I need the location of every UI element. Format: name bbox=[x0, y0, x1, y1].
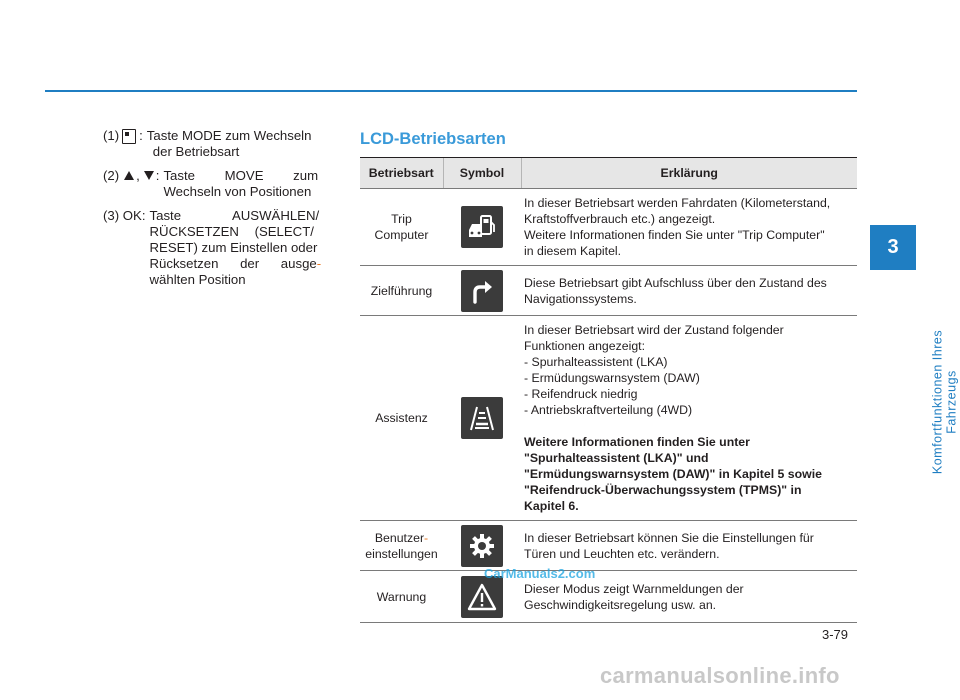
fuel-pump-car-icon bbox=[461, 206, 503, 248]
button-legend-list bbox=[103, 128, 343, 296]
lane-assist-icon bbox=[461, 397, 503, 439]
legend-item-mode: (1) : Taste MODE zum Wechseln der Betriebsart bbox=[103, 128, 343, 160]
triangle-down-icon bbox=[144, 171, 154, 180]
header-mode: Betriebsart bbox=[360, 158, 443, 189]
header-symbol: Symbol bbox=[443, 158, 521, 189]
chapter-title-vertical: Komfortfunktionen Ihres Fahrzeugs bbox=[930, 329, 959, 475]
legend-item-ok: (3) OK: Taste AUSWÄHLEN/ RÜCKSETZEN (SELECT/ RESET) zum Einstellen oder Rücksetzen der ausge- wählten Position bbox=[103, 208, 322, 287]
symbol-cell bbox=[443, 266, 521, 316]
section-title: LCD-Betriebsarten bbox=[360, 130, 506, 148]
symbol-cell bbox=[443, 316, 521, 521]
phone-icon bbox=[122, 129, 136, 144]
description-cell: Diese Betriebsart gibt Aufschluss über den Zustand des Navigationssystems. bbox=[521, 266, 857, 316]
watermark-carmanuals2: CarManuals2.com bbox=[484, 566, 596, 581]
lcd-modes-table bbox=[360, 157, 857, 623]
description-cell: Dieser Modus zeigt Warnmeldungen der Geschwindigkeitsregelung usw. an. bbox=[521, 571, 857, 623]
turn-right-arrow-icon bbox=[461, 270, 503, 312]
mode-cell: Zielführung bbox=[360, 266, 443, 316]
legend-item-move: (2) , : Taste MOVE zum Wechseln von Positionen bbox=[103, 168, 343, 200]
legend-number: (1) bbox=[103, 128, 120, 143]
chapter-number-tab: 3 bbox=[870, 225, 916, 270]
table-row bbox=[360, 189, 857, 266]
table-row bbox=[360, 316, 857, 521]
description-cell: In dieser Betriebsart wird der Zustand folgender Funktionen angezeigt: - Spurhalteassistent (LKA) - Ermüdungswarnsystem (DAW) - Reifendruck niedrig - Antriebskraftverteilung (4WD) Weitere Informationen finden Sie unter "Spurhalteassistent (LKA)" und "Ermüdungswarnsystem (DAW)" in Kapitel 5 sowie "Reifendruck-Überwachungssystem (TPMS)" in Kapitel 6. bbox=[521, 316, 857, 521]
header-desc: Erklärung bbox=[521, 158, 857, 189]
table-header-row bbox=[360, 158, 857, 189]
mode-cell: Assistenz bbox=[360, 316, 443, 521]
table-row bbox=[360, 571, 857, 623]
mode-cell: Trip Computer bbox=[360, 189, 443, 266]
mode-cell: Benutzer- einstellungen bbox=[360, 521, 443, 571]
page-number: 3-79 bbox=[822, 627, 849, 642]
legend-text: Taste MOVE zum bbox=[163, 168, 319, 183]
warning-triangle-icon bbox=[461, 576, 503, 618]
description-cell: In dieser Betriebsart werden Fahrdaten (Kilometerstand, Kraftstoffverbrauch etc.) angezeigt. Weitere Informationen finden Sie unter "Trip Computer" in diesem Kapitel. bbox=[521, 189, 857, 266]
legend-number: (3) bbox=[103, 208, 120, 223]
mode-cell: Warnung bbox=[360, 571, 443, 623]
table-row bbox=[360, 521, 857, 571]
table-row bbox=[360, 266, 857, 316]
gear-icon bbox=[461, 525, 503, 567]
symbol-cell bbox=[443, 189, 521, 266]
legend-number: (2) bbox=[103, 168, 120, 183]
watermark-carmanualsonline: carmanualsonline.info bbox=[600, 663, 840, 688]
symbol-cell bbox=[443, 521, 521, 571]
description-cell: In dieser Betriebsart können Sie die Einstellungen für Türen und Leuchten etc. verändern. bbox=[521, 521, 857, 571]
legend-text: Taste MODE zum Wechseln bbox=[146, 128, 312, 143]
top-rule bbox=[45, 90, 857, 92]
triangle-up-icon bbox=[124, 171, 134, 180]
legend-key: OK: bbox=[122, 208, 146, 223]
